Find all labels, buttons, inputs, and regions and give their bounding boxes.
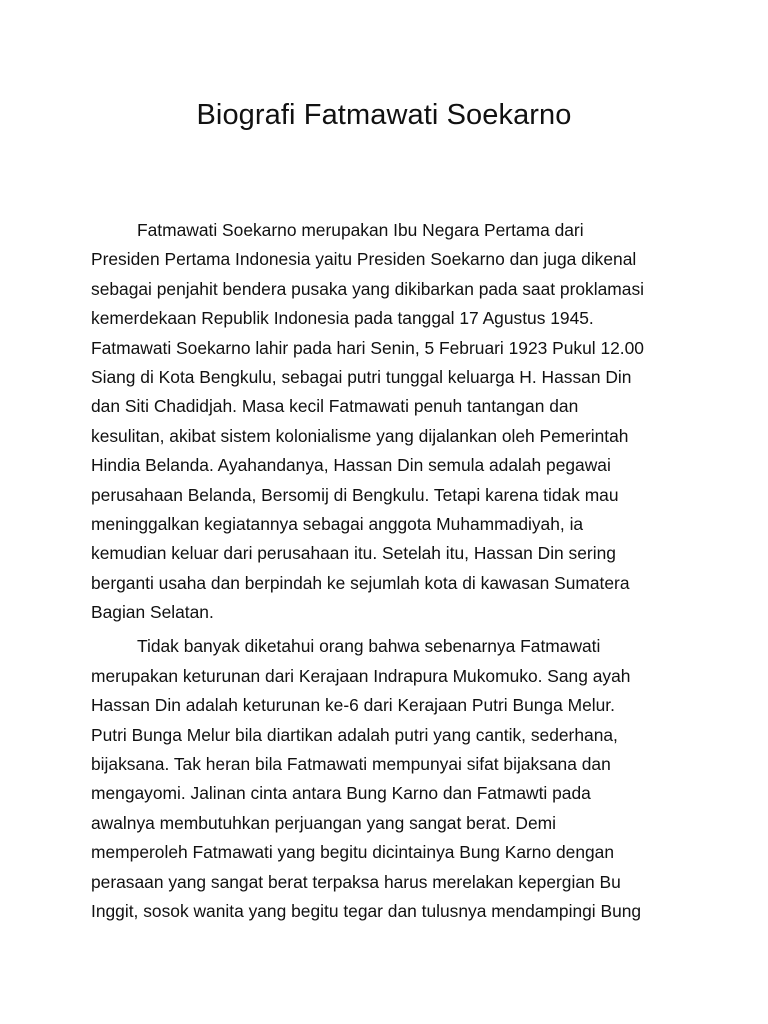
paragraph-line: Fatmawati Soekarno merupakan Ibu Negara Pertama dari xyxy=(137,220,584,240)
paragraph-line: bijaksana. Tak heran bila Fatmawati mempunyai sifat bijaksana dan xyxy=(91,754,611,775)
paragraph-line: Hindia Belanda. Ayahandanya, Hassan Din semula adalah pegawai xyxy=(91,455,611,476)
document-body xyxy=(91,216,701,926)
paragraph-line: memperoleh Fatmawati yang begitu dicintainya Bung Karno dengan xyxy=(91,842,615,863)
paragraph-line: Hassan Din adalah keturunan ke-6 dari Kerajaan Putri Bunga Melur. xyxy=(91,695,615,716)
document-title: Biografi Fatmawati Soekarno xyxy=(196,99,572,131)
paragraph-line: dan Siti Chadidjah. Masa kecil Fatmawati penuh tantangan dan xyxy=(91,396,579,417)
paragraph-line: kesulitan, akibat sistem kolonialisme yang dijalankan oleh Pemerintah xyxy=(91,425,629,446)
paragraph-line: berganti usaha dan berpindah ke sejumlah kota di kawasan Sumatera xyxy=(91,572,630,593)
paragraph-line: perusahaan Belanda, Bersomij di Bengkulu. Tetapi karena tidak mau xyxy=(91,484,619,505)
paragraph-line: meninggalkan kegiatannya sebagai anggota Muhammadiyah, ia xyxy=(91,513,584,534)
paragraph-2 xyxy=(91,632,701,926)
paragraph-line: Bagian Selatan. xyxy=(91,602,214,623)
paragraph-line: Siang di Kota Bengkulu, sebagai putri tunggal keluarga H. Hassan Din xyxy=(91,366,632,387)
paragraph-line: awalnya membutuhkan perjuangan yang sangat berat. Demi xyxy=(91,812,557,833)
paragraph-line: merupakan keturunan dari Kerajaan Indrapura Mukomuko. Sang ayah xyxy=(91,665,631,686)
paragraph-line: Inggit, sosok wanita yang begitu tegar dan tulusnya mendampingi Bung xyxy=(91,900,642,921)
paragraph-line: kemerdekaan Republik Indonesia pada tanggal 17 Agustus 1945. xyxy=(91,308,594,329)
paragraph-line: Presiden Pertama Indonesia yaitu Presiden Soekarno dan juga dikenal xyxy=(91,249,637,270)
paragraph-1 xyxy=(91,216,701,627)
paragraph-line: Tidak banyak diketahui orang bahwa sebenarnya Fatmawati xyxy=(137,636,601,657)
paragraph-line: sebagai penjahit bendera pusaka yang dikibarkan pada saat proklamasi xyxy=(91,278,645,299)
paragraph-line: mengayomi. Jalinan cinta antara Bung Karno dan Fatmawti pada xyxy=(91,783,591,804)
paragraph-line: Fatmawati Soekarno lahir pada hari Senin, 5 Februari 1923 Pukul 12.00 xyxy=(91,337,644,358)
paragraph-line: kemudian keluar dari perusahaan itu. Setelah itu, Hassan Din sering xyxy=(91,543,616,564)
paragraph-line: Putri Bunga Melur bila diartikan adalah putri yang cantik, sederhana, xyxy=(91,724,618,745)
paragraph-line: perasaan yang sangat berat terpaksa harus merelakan kepergian Bu xyxy=(91,871,621,892)
